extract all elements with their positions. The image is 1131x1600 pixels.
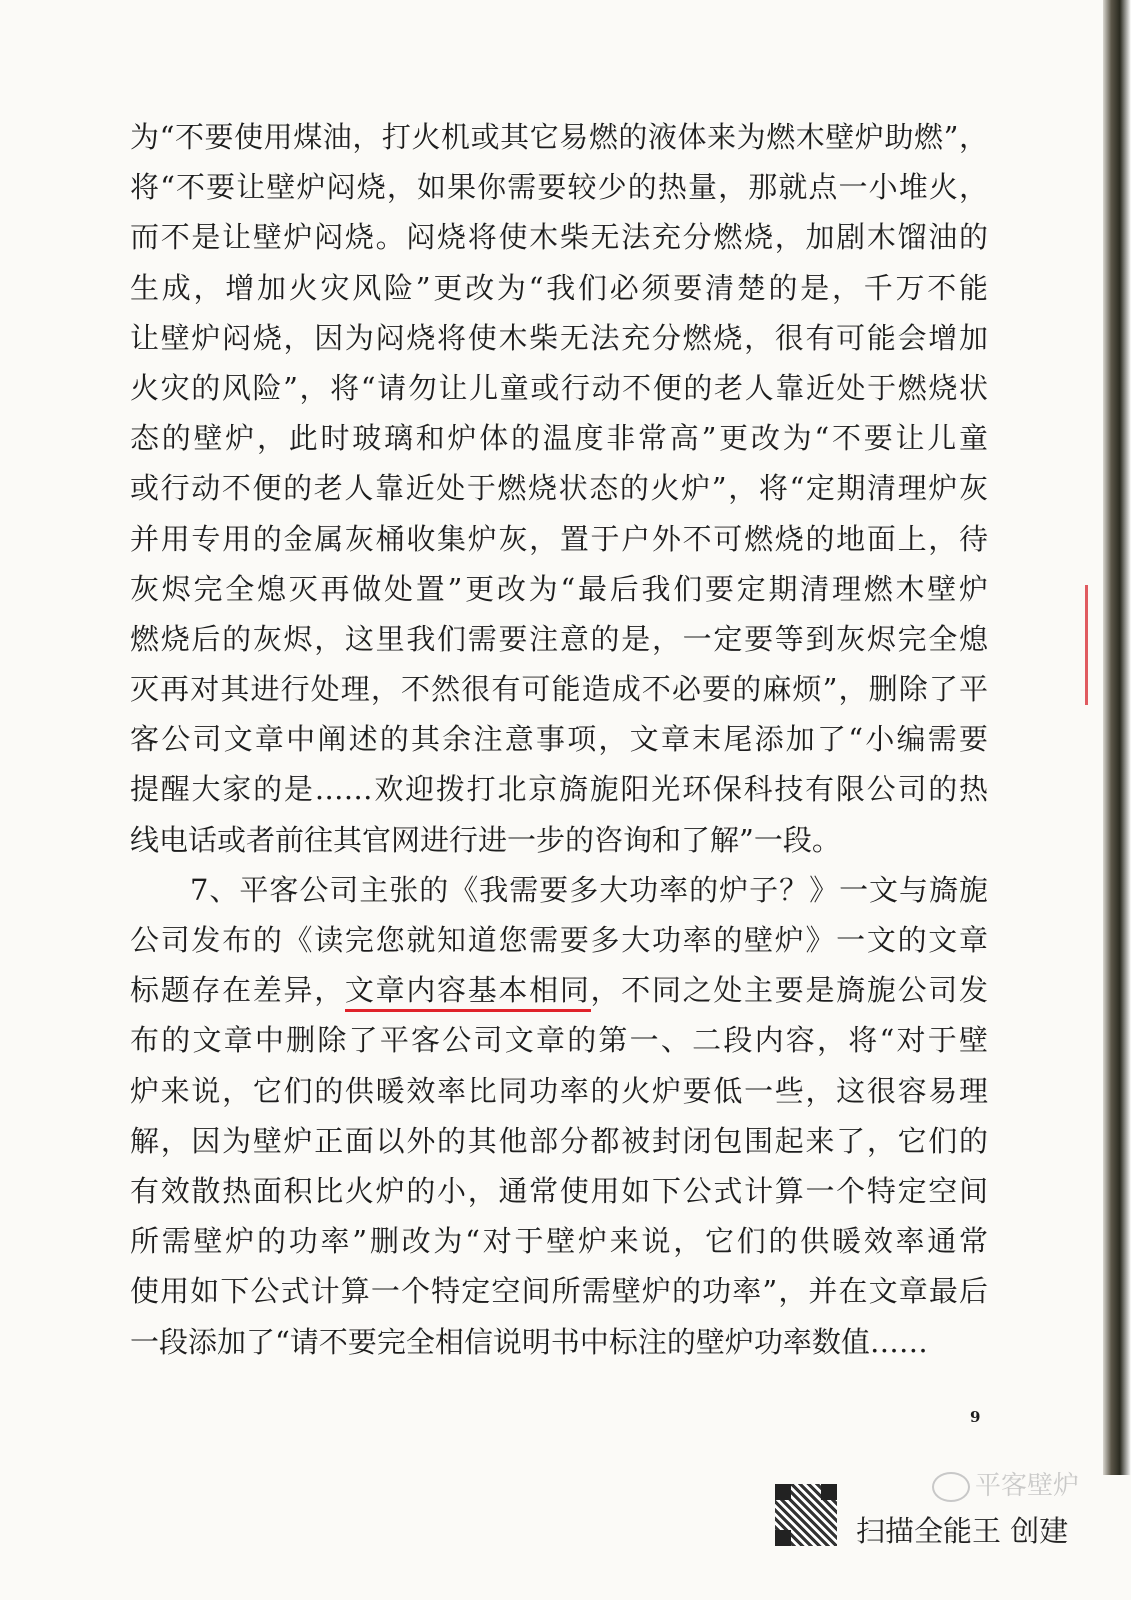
text-line: 态的壁炉，此时玻璃和炉体的温度非常高”更改为“不要让儿童 [130, 421, 988, 456]
text-line: 将“不要让壁炉闷烧，如果你需要较少的热量，那就点一小堆火， [130, 170, 988, 205]
red-seal-stamp [1085, 585, 1110, 705]
text-line: 使用如下公式计算一个特定空间所需壁炉的功率”，并在文章最后 [130, 1274, 988, 1309]
text-line: 一段添加了“请不要完全相信说明书中标注的壁炉功率数值…… [130, 1324, 928, 1359]
text-line: 并用专用的金属灰桶收集炉灰，置于户外不可燃烧的地面上，待 [130, 521, 988, 556]
text-line: 炉来说，它们的供暖效率比同功率的火炉要低一些，这很容易理 [130, 1073, 988, 1108]
scan-page-edge [1103, 0, 1131, 1475]
watermark-text: 平客壁炉 [975, 1471, 1080, 1501]
text-line: 或行动不便的老人靠近处于燃烧状态的火炉”，将“定期清理炉灰 [130, 471, 988, 506]
text-fragment: ，不同之处主要是旖旎公司发 [590, 973, 988, 1008]
text-line: 灭再对其进行处理，不然很有可能造成不必要的麻烦”，删除了平 [130, 672, 988, 707]
text-line: 公司发布的《读完您就知道您需要多大功率的壁炉》一文的文章 [130, 923, 988, 957]
document-body [130, 112, 988, 1367]
text-line: 线电话或者前往其官网进行进一步的咨询和了解”一段。 [130, 822, 841, 857]
text-line: 灰烬完全熄灭再做处置”更改为“最后我们要定期清理燃木壁炉 [130, 571, 988, 606]
text-line: 所需壁炉的功率”删改为“对于壁炉来说，它们的供暖效率通常 [130, 1224, 988, 1259]
text-line: 解，因为壁炉正面以外的其他部分都被封闭包围起来了，它们的 [130, 1123, 988, 1158]
text-line [130, 965, 988, 1015]
text-line: 让壁炉闷烧，因为闷烧将使木柴无法充分燃烧，很有可能会增加 [130, 320, 988, 355]
text-line: 生成，增加火灾风险”更改为“我们必须要清楚的是，千万不能 [130, 270, 988, 305]
text-line: 提醒大家的是……欢迎拨打北京旖旎阳光环保科技有限公司的热 [130, 772, 988, 807]
text-line: 布的文章中删除了平客公司文章的第一、二段内容，将“对于壁 [130, 1023, 988, 1058]
qr-code-icon [775, 1484, 837, 1546]
text-line: 火灾的风险”，将“请勿让儿童或行动不便的老人靠近处于燃烧状 [130, 370, 988, 405]
text-fragment: 标题存在差异， [130, 973, 345, 1008]
text-line: 客公司文章中阐述的其余注意事项，文章末尾添加了“小编需要 [130, 722, 988, 757]
text-line: 有效散热面积比火炉的小，通常使用如下公式计算一个特定空间 [130, 1173, 988, 1208]
page-number: 9 [970, 1408, 981, 1426]
text-line: 为“不要使用煤油，打火机或其它易燃的液体来为燃木壁炉助燃”， [130, 120, 988, 154]
underlined-phrase: 文章内容基本相同 [345, 973, 591, 1012]
scanner-footer-text: 扫描全能王 创建 [856, 1514, 1069, 1548]
wechat-watermark-icon [932, 1472, 970, 1502]
text-line: 燃烧后的灰烬，这里我们需要注意的是，一定要等到灰烬完全熄 [130, 621, 988, 656]
text-line: 而不是让壁炉闷烧。闷烧将使木柴无法充分燃烧，加剧木馏油的 [130, 220, 988, 255]
text-line: 7、平客公司主张的《我需要多大功率的炉子？》一文与旖旎 [130, 872, 988, 907]
